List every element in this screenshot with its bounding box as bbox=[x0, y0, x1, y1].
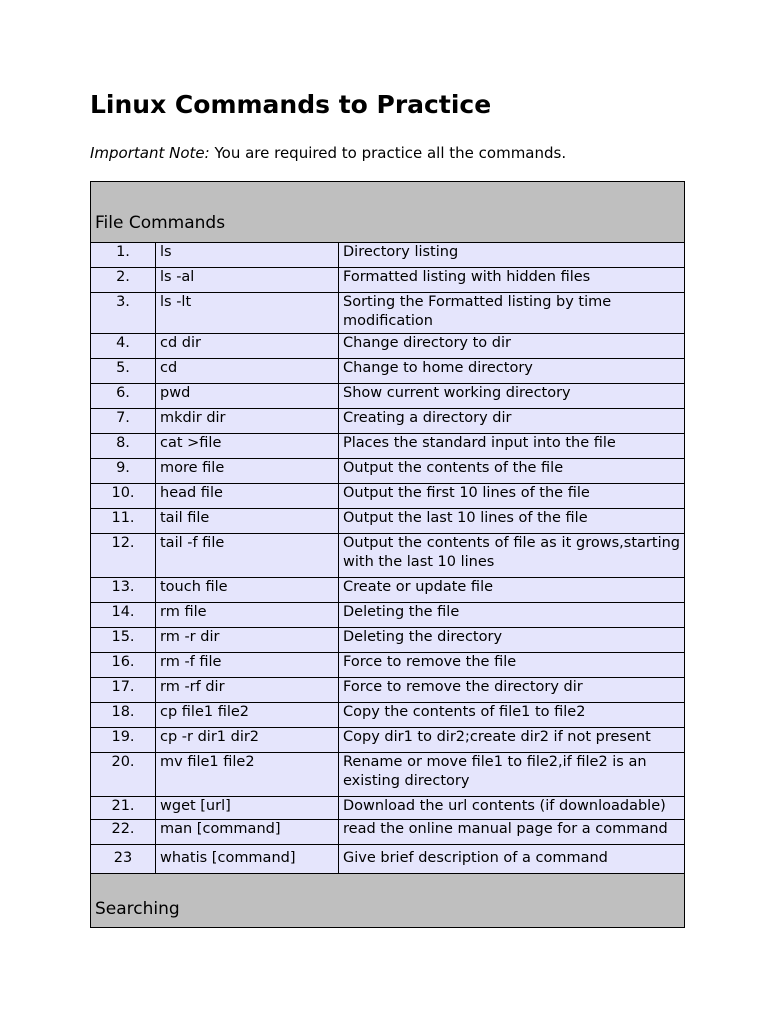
description-cell: Copy the contents of file1 to file2 bbox=[339, 703, 685, 728]
command-cell: wget [url] bbox=[156, 797, 339, 820]
table-row bbox=[91, 243, 685, 268]
description-cell: Force to remove the directory dir bbox=[339, 678, 685, 703]
row-number: 3. bbox=[91, 293, 156, 334]
row-number: 22. bbox=[91, 820, 156, 845]
table-row bbox=[91, 653, 685, 678]
table-row bbox=[91, 703, 685, 728]
table-row bbox=[91, 268, 685, 293]
row-number: 6. bbox=[91, 384, 156, 409]
table-row bbox=[91, 845, 685, 874]
section-file-commands: File Commands bbox=[91, 182, 685, 243]
table-row bbox=[91, 334, 685, 359]
row-number: 12. bbox=[91, 534, 156, 578]
row-number: 10. bbox=[91, 484, 156, 509]
description-cell: Force to remove the file bbox=[339, 653, 685, 678]
row-number: 13. bbox=[91, 578, 156, 603]
description-cell: Change directory to dir bbox=[339, 334, 685, 359]
description-cell: Formatted listing with hidden files bbox=[339, 268, 685, 293]
description-cell: Create or update file bbox=[339, 578, 685, 603]
description-cell: Copy dir1 to dir2;create dir2 if not present bbox=[339, 728, 685, 753]
command-cell: rm -r dir bbox=[156, 628, 339, 653]
command-cell: rm file bbox=[156, 603, 339, 628]
row-number: 21. bbox=[91, 797, 156, 820]
section-header-row bbox=[91, 874, 685, 928]
row-number: 18. bbox=[91, 703, 156, 728]
command-cell: man [command] bbox=[156, 820, 339, 845]
command-cell: tail -f file bbox=[156, 534, 339, 578]
table-row bbox=[91, 434, 685, 459]
command-cell: cat >file bbox=[156, 434, 339, 459]
description-cell: Deleting the file bbox=[339, 603, 685, 628]
description-cell: Give brief description of a command bbox=[339, 845, 685, 874]
table-row bbox=[91, 459, 685, 484]
table-row bbox=[91, 534, 685, 578]
description-cell: Output the contents of file as it grows,starting with the last 10 lines bbox=[339, 534, 685, 578]
row-number: 2. bbox=[91, 268, 156, 293]
description-cell: Sorting the Formatted listing by time modification bbox=[339, 293, 685, 334]
row-number: 16. bbox=[91, 653, 156, 678]
table-row bbox=[91, 678, 685, 703]
command-cell: more file bbox=[156, 459, 339, 484]
table-row bbox=[91, 820, 685, 845]
row-number: 23 bbox=[91, 845, 156, 874]
table-row bbox=[91, 293, 685, 334]
command-cell: tail file bbox=[156, 509, 339, 534]
important-note bbox=[90, 144, 566, 162]
table-row bbox=[91, 628, 685, 653]
row-number: 17. bbox=[91, 678, 156, 703]
table-row bbox=[91, 797, 685, 820]
command-cell: touch file bbox=[156, 578, 339, 603]
command-cell: cp file1 file2 bbox=[156, 703, 339, 728]
row-number: 19. bbox=[91, 728, 156, 753]
table-row bbox=[91, 728, 685, 753]
section-searching: Searching bbox=[91, 874, 685, 928]
command-cell: rm -rf dir bbox=[156, 678, 339, 703]
table-row bbox=[91, 509, 685, 534]
description-cell: Creating a directory dir bbox=[339, 409, 685, 434]
command-cell: rm -f file bbox=[156, 653, 339, 678]
description-cell: Rename or move file1 to file2,if file2 is an existing directory bbox=[339, 753, 685, 797]
table-row bbox=[91, 578, 685, 603]
row-number: 14. bbox=[91, 603, 156, 628]
note-label: Important Note: bbox=[90, 144, 210, 162]
page-title: Linux Commands to Practice bbox=[90, 90, 492, 119]
row-number: 4. bbox=[91, 334, 156, 359]
table-row bbox=[91, 384, 685, 409]
row-number: 9. bbox=[91, 459, 156, 484]
row-number: 5. bbox=[91, 359, 156, 384]
command-cell: cp -r dir1 dir2 bbox=[156, 728, 339, 753]
section-header-row bbox=[91, 182, 685, 243]
row-number: 8. bbox=[91, 434, 156, 459]
description-cell: read the online manual page for a command bbox=[339, 820, 685, 845]
description-cell: Deleting the directory bbox=[339, 628, 685, 653]
table-row bbox=[91, 359, 685, 384]
description-cell: Change to home directory bbox=[339, 359, 685, 384]
commands-table bbox=[90, 181, 685, 928]
table-row bbox=[91, 603, 685, 628]
command-cell: pwd bbox=[156, 384, 339, 409]
table-row bbox=[91, 484, 685, 509]
description-cell: Directory listing bbox=[339, 243, 685, 268]
description-cell: Places the standard input into the file bbox=[339, 434, 685, 459]
command-cell: whatis [command] bbox=[156, 845, 339, 874]
command-cell: ls -al bbox=[156, 268, 339, 293]
command-cell: mv file1 file2 bbox=[156, 753, 339, 797]
command-cell: ls -lt bbox=[156, 293, 339, 334]
command-cell: ls bbox=[156, 243, 339, 268]
table-row bbox=[91, 409, 685, 434]
table-row bbox=[91, 753, 685, 797]
row-number: 11. bbox=[91, 509, 156, 534]
row-number: 7. bbox=[91, 409, 156, 434]
description-cell: Download the url contents (if downloadable) bbox=[339, 797, 685, 820]
description-cell: Show current working directory bbox=[339, 384, 685, 409]
row-number: 20. bbox=[91, 753, 156, 797]
command-cell: cd bbox=[156, 359, 339, 384]
note-text: You are required to practice all the commands. bbox=[209, 144, 567, 162]
description-cell: Output the contents of the file bbox=[339, 459, 685, 484]
description-cell: Output the last 10 lines of the file bbox=[339, 509, 685, 534]
row-number: 15. bbox=[91, 628, 156, 653]
command-cell: head file bbox=[156, 484, 339, 509]
command-cell: cd dir bbox=[156, 334, 339, 359]
description-cell: Output the first 10 lines of the file bbox=[339, 484, 685, 509]
row-number: 1. bbox=[91, 243, 156, 268]
command-cell: mkdir dir bbox=[156, 409, 339, 434]
